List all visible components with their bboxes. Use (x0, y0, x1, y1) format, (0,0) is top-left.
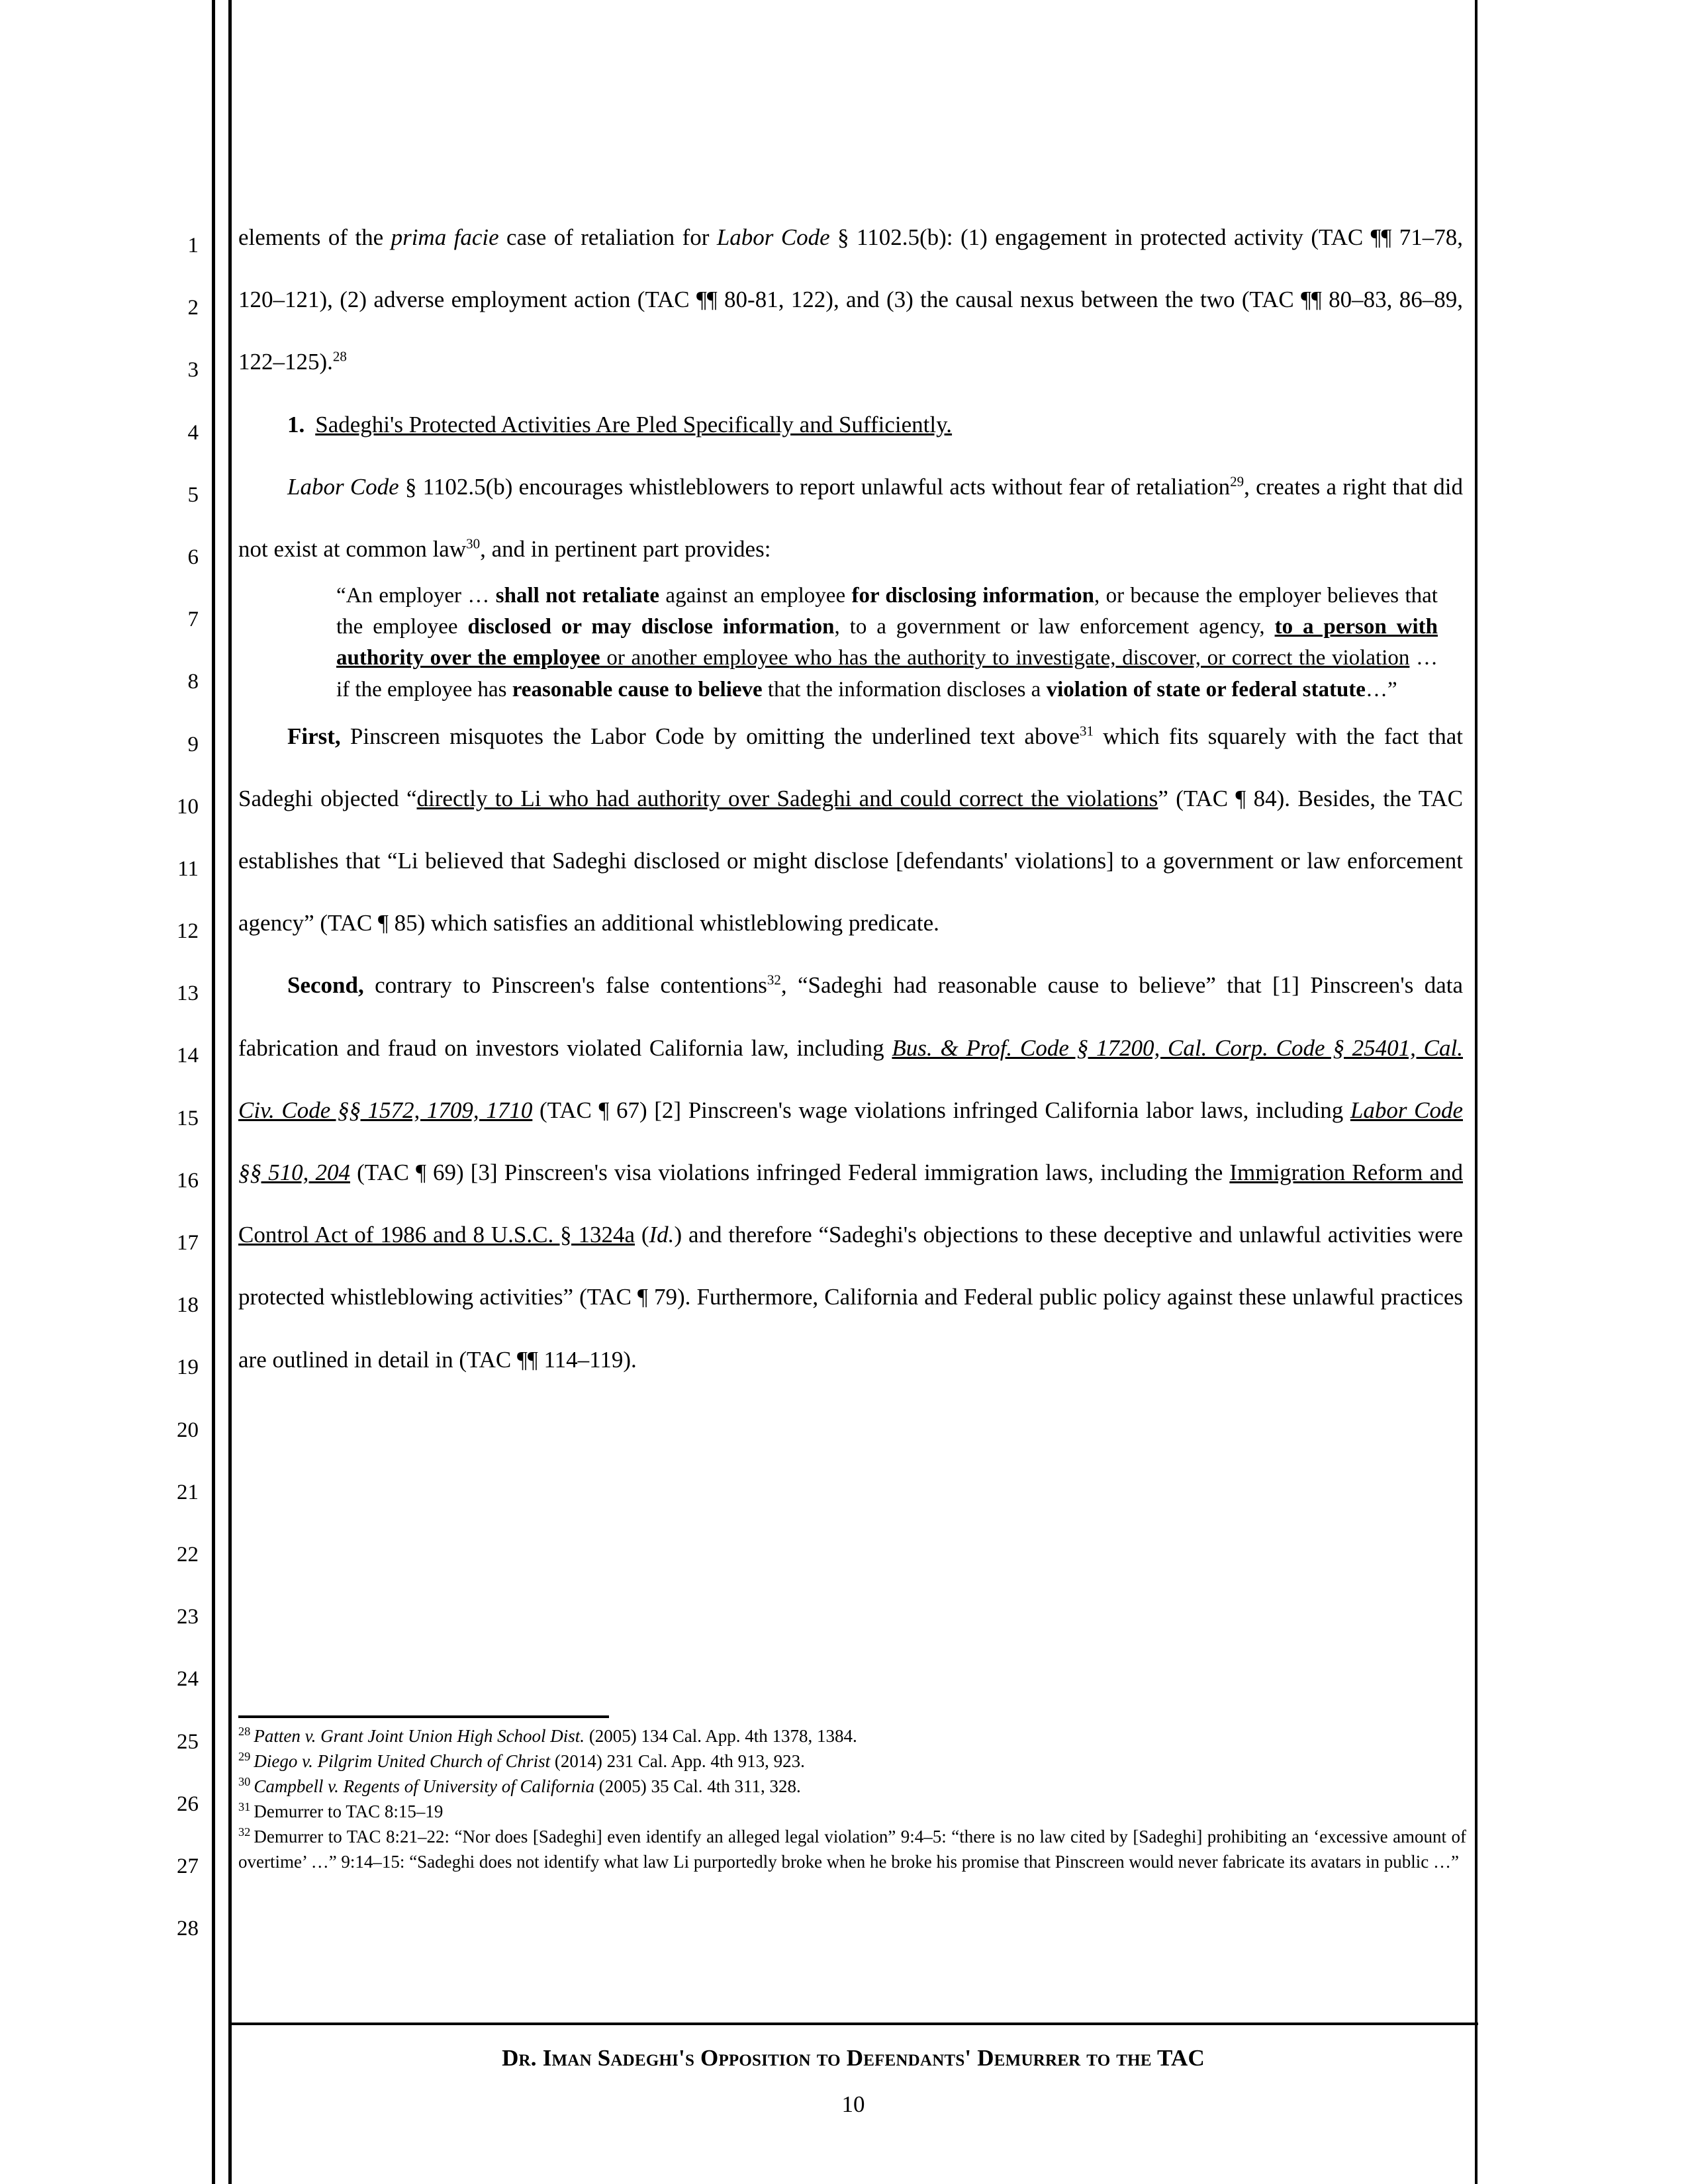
text-run: (TAC ¶ 67) [2] Pinscreen's wage violations infringed California labor laws, including (532, 1097, 1350, 1123)
text-run: § 1102.5(b): (1) engagement in protected activity (TAC ¶¶ 71–78, 120–121), (2) adverse employment action (TAC ¶¶ 80-81, 122), and (3) the causal nexus between the two (TAC ¶¶ 80–83, 86–89, 122–125). (238, 224, 1464, 375)
line-number: 14 (177, 1044, 199, 1068)
line-number: 19 (177, 1355, 199, 1380)
footnote-marker: 32 (238, 1825, 251, 1839)
citation-labor-code-510-204: Labor Code §§ 510, 204 (238, 1097, 1463, 1186)
footnote-30 (238, 1774, 1466, 1799)
footnote-ref-32[interactable]: 32 (767, 972, 781, 988)
text-run: which fits squarely with the fact that Sadeghi objected “ (238, 723, 1463, 811)
line-number: 15 (177, 1106, 199, 1130)
line-number: 12 (177, 919, 199, 944)
line-number: 21 (177, 1480, 199, 1504)
text-run: … if the employee has (336, 646, 1438, 702)
paragraph-first-pinscreen-misquotes (238, 705, 1463, 955)
text-run: , or because the employer believes that the employee (336, 584, 1438, 639)
line-number: 1 (187, 234, 199, 257)
emphasis-person-with-authority: to a person with authority over the employee (336, 615, 1438, 670)
case-term-italic: prima facie (391, 224, 499, 250)
footnote-citation-text: (2005) 134 Cal. App. 4th 1378, 1384. (585, 1726, 857, 1746)
line-number: 13 (177, 981, 199, 1006)
footnote-separator-rule (238, 1715, 609, 1718)
subheading-protected-activities (238, 394, 1463, 456)
footnote-citation-text: (2014) 231 Cal. App. 4th 913, 923. (550, 1751, 805, 1771)
footnote-citation-text: Demurrer to TAC 8:21–22: “Nor does [Sadeghi] even identify an alleged legal violation” 9:4–5: “there is no law cited by [Sadeghi] prohibiting an ‘excessive amount of overtime’ …” 9:14–15: “Sadeghi does not identify what law Li purportedly broke when he broke his promise that Pinscreen would never fabricate its avatars in public …” (238, 1827, 1466, 1872)
footnote-case-name: Campbell v. Regents of University of California (254, 1776, 595, 1796)
statute-name-italic: Labor Code (716, 224, 830, 250)
text-run: contrary to Pinscreen's false contentions (363, 972, 767, 999)
paragraph-elements-of-prima-facie (238, 206, 1463, 394)
text-run: that the information discloses a (762, 677, 1047, 702)
line-number: 10 (177, 794, 199, 819)
line-number: 25 (177, 1729, 199, 1754)
footnote-marker: 29 (238, 1750, 251, 1763)
line-number-gutter (99, 214, 199, 1960)
footnote-case-name: Diego v. Pilgrim United Church of Christ (254, 1751, 551, 1771)
text-run: ) and therefore “Sadeghi's objections to these deceptive and unlawful activities were protected whistleblowing activities” (TAC ¶ 79). Furthermore, California and Federal public policy against these unlawful practices are outlined in detail in (TAC ¶¶ 114–119). (238, 1222, 1463, 1373)
text-run: ” (TAC ¶ 84). Besides, the TAC establishes that “Li believed that Sadeghi disclosed or might disclose [defendants' violations] to a government or law enforcement agency” (TAC ¶ 85) which satisfies an additional whistleblowing predicate. (238, 785, 1463, 936)
footnote-citation-text: Demurrer to TAC 8:15–19 (254, 1801, 444, 1821)
line-number: 8 (187, 670, 199, 694)
footnote-28 (238, 1723, 1466, 1749)
footnote-ref-28[interactable]: 28 (332, 348, 347, 365)
statute-name-italic: Labor Code (287, 473, 399, 500)
footnote-ref-30[interactable]: 30 (466, 535, 481, 552)
pleading-rule-right (1475, 0, 1477, 2184)
text-run: against an employee (659, 584, 852, 608)
emphasis-disclosed-or-may-disclose: disclosed or may disclose information (467, 615, 835, 639)
argument-lead-first: First, (287, 723, 341, 749)
line-number: 24 (177, 1667, 199, 1692)
body-text-column (238, 206, 1463, 1391)
footnote-marker: 31 (238, 1800, 251, 1813)
line-number: 20 (177, 1418, 199, 1442)
text-run: § 1102.5(b) encourages whistleblowers to report unlawful acts without fear of retaliation (399, 473, 1231, 500)
line-number: 5 (187, 482, 199, 507)
line-number: 7 (187, 608, 199, 632)
line-number: 9 (187, 732, 199, 756)
emphasis-reasonable-cause-to-believe: reasonable cause to believe (512, 677, 763, 702)
quote-underline-directly-to-li: directly to Li who had authority over Sadeghi and could correct the violations (416, 785, 1158, 811)
footnote-ref-29[interactable]: 29 (1230, 473, 1244, 490)
citation-id-italic: Id. (649, 1222, 675, 1248)
emphasis-violation-of-state-or-federal-statute: violation of state or federal statute (1046, 677, 1366, 702)
argument-lead-second: Second, (287, 972, 364, 999)
line-number: 6 (187, 545, 199, 569)
line-number: 22 (177, 1542, 199, 1567)
pleading-rule-left-outer (212, 0, 215, 2184)
emphasis-another-employee-authority: or another employee who has the authority to investigate, discover, or correct the violation (600, 646, 1410, 670)
text-run: , to a government or law enforcement agency, (834, 615, 1275, 639)
line-number: 27 (177, 1854, 199, 1878)
line-number: 4 (187, 420, 199, 445)
text-run: , and in pertinent part provides: (480, 536, 771, 563)
citation-bus-prof-corp-civ-codes: Bus. & Prof. Code § 17200, Cal. Corp. Code § 25401, Cal. Civ. Code §§ 1572, 1709, 1710 (238, 1034, 1463, 1123)
pleading-rule-left-inner (228, 0, 232, 2184)
text-run: Pinscreen misquotes the Labor Code by omitting the underlined text above (340, 723, 1080, 749)
footnote-marker: 30 (238, 1775, 251, 1788)
text-run: , creates a right that did not exist at common law (238, 473, 1463, 563)
line-number: 28 (177, 1917, 199, 1941)
text-run: “An employer … (336, 584, 496, 608)
text-run: ( (635, 1222, 649, 1248)
text-run: , “Sadeghi had reasonable cause to believe” that [1] Pinscreen's data fabrication and fraud on investors violated California law, including (238, 972, 1463, 1061)
footnote-case-name: Patten v. Grant Joint Union High School Dist. (254, 1726, 585, 1746)
footnote-ref-31[interactable]: 31 (1079, 722, 1094, 739)
emphasis-shall-not-retaliate: shall not retaliate (495, 584, 660, 608)
line-number: 18 (177, 1293, 199, 1318)
subheading-number: 1. (287, 411, 305, 437)
footnotes-section (238, 1715, 1466, 1874)
paragraph-labor-code-encourages (238, 456, 1463, 580)
footnote-citation-text: (2005) 35 Cal. 4th 311, 328. (594, 1776, 801, 1796)
line-number: 23 (177, 1605, 199, 1629)
line-number: 2 (187, 296, 199, 320)
line-number: 11 (177, 856, 199, 881)
line-number: 17 (177, 1231, 199, 1255)
paragraph-second-contrary-to-pinscreen (238, 954, 1463, 1390)
footnote-29 (238, 1749, 1466, 1774)
footnote-32 (238, 1824, 1466, 1874)
text-run: (TAC ¶ 69) [3] Pinscreen's visa violations infringed Federal immigration laws, including the (350, 1160, 1230, 1186)
line-number: 16 (177, 1168, 199, 1193)
footnote-31 (238, 1799, 1466, 1824)
text-run: …” (1365, 677, 1397, 702)
line-number: 3 (187, 358, 199, 383)
citation-immigration-reform-control-act: Immigration Reform and Control Act of 1986 and 8 U.S.C. § 1324a (238, 1160, 1463, 1248)
footer-separator-rule (228, 2023, 1478, 2025)
footer-page-number: 10 (841, 2091, 865, 2117)
emphasis-for-disclosing-information: for disclosing information (851, 584, 1094, 608)
blockquote-labor-code-1102-5b (238, 580, 1463, 705)
footer-document-title: Dr. Iman Sadeghi's Opposition to Defendants' Demurrer to the TAC (502, 2045, 1205, 2071)
text-run: case of retaliation for (498, 224, 717, 250)
text-run: elements of the (238, 224, 391, 250)
footnote-marker: 28 (238, 1725, 251, 1738)
line-number: 26 (177, 1792, 199, 1816)
subheading-title: Sadeghi's Protected Activities Are Pled Specifically and Sufficiently. (315, 411, 953, 437)
